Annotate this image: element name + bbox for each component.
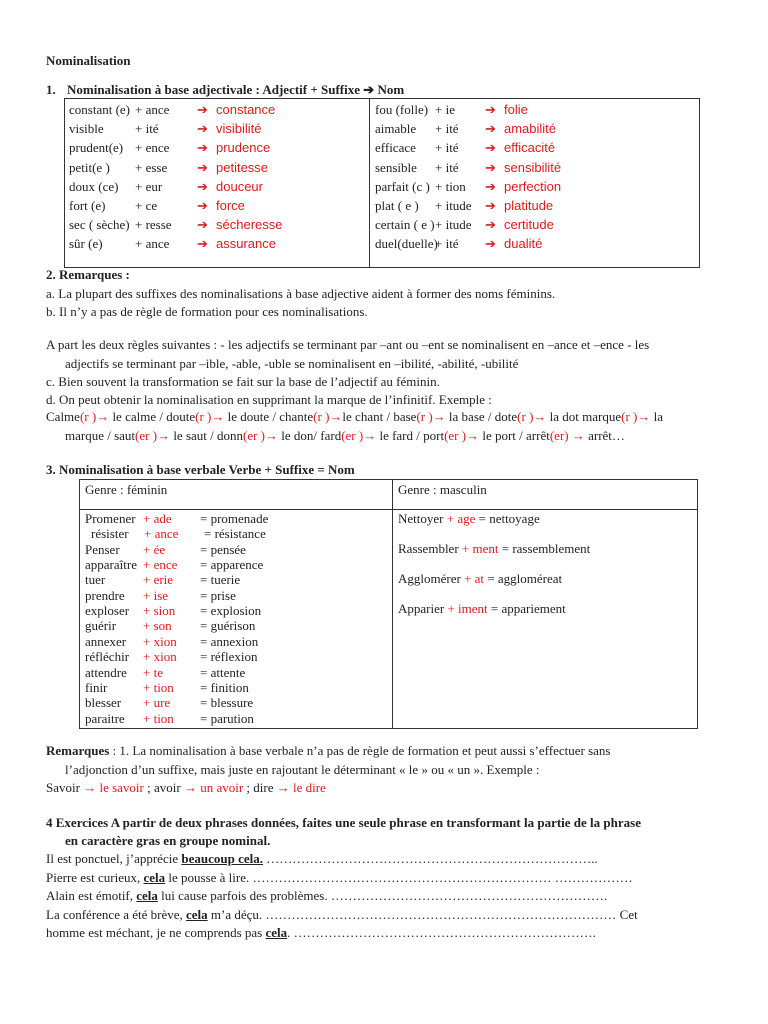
arrow-icon: ➔ (197, 159, 208, 175)
suffix: + ité (435, 159, 459, 175)
verb: apparaître (85, 557, 137, 573)
noun: efficacité (504, 140, 556, 156)
infinitive-marker: → (637, 409, 651, 424)
table-divider (392, 480, 393, 728)
remarques-line-1 (46, 743, 610, 759)
arrow-icon: ➔ (485, 140, 496, 156)
remark-rules-2: adjectifs se terminant par –ible, -able, -uble se nominalisent en –ibilité, -abilité, -ubilité (65, 356, 519, 371)
section4-heading-1: 4 Exercices A partir de deux phrases données, faites une seule phrase en transformant la partie de la phrase (46, 815, 641, 830)
suffix: + tion (143, 710, 174, 726)
remarques-line-2: l’adjonction d’un suffixe, mais juste en rajoutant le déterminant « le » ou « un ». Exemple : (65, 762, 540, 777)
noun: = rassemblement (501, 541, 591, 556)
adjective: fort (e) (69, 198, 106, 213)
section1-heading-end: Nom (377, 82, 405, 97)
noun: amabilité (504, 121, 557, 137)
suffix: + ade (143, 511, 172, 526)
suffix: + ence (135, 140, 170, 156)
suffix: + itude (435, 217, 472, 233)
suffix: + ée (143, 541, 166, 557)
example-word: le chant / base (342, 409, 417, 424)
verb: finir (85, 679, 108, 695)
suffix: + resse (135, 217, 172, 233)
section1-heading (46, 82, 404, 98)
infinitive-example-line-2 (65, 428, 625, 444)
adjective: sûr (e) (69, 236, 103, 252)
arrow-icon: ➔ (485, 236, 496, 252)
exercise-bold-part: cela (136, 888, 158, 903)
arrow-icon: ➔ (485, 102, 496, 117)
noun: douceur (216, 178, 263, 194)
verb: attendre (85, 664, 127, 680)
section3-heading: 3. Nominalisation à base verbale Verbe + Suffixe = Nom (46, 462, 355, 477)
example-word: arrêt… (588, 428, 625, 443)
verb: Apparier (398, 601, 445, 616)
heading-arrow-icon: ➔ (363, 82, 375, 97)
suffix: + ure (143, 695, 171, 711)
exercise-text: homme est méchant, je ne comprends pas (46, 925, 266, 940)
verb: Promener (85, 511, 136, 526)
suffix: + ce (135, 198, 158, 213)
col-header-feminine: Genre : féminin (85, 482, 168, 497)
suffix: + tion (143, 679, 174, 695)
col-header-masculine: Genre : masculin (398, 482, 487, 497)
noun: = prise (200, 587, 236, 603)
exercise-bold-part: cela (186, 907, 208, 922)
noun: = pensée (200, 541, 246, 557)
verb-row (398, 601, 566, 616)
infinitive-marker: (r ) (416, 409, 433, 424)
suffix: + son (143, 618, 172, 634)
infinitive-marker: → (211, 409, 225, 424)
example-word: Savoir (46, 780, 84, 795)
answer-blank: ………………………………………………………………….. (262, 851, 598, 866)
suffix: + ance (135, 236, 170, 252)
answer-blank: m’a déçu. ……………………………………………………………………… Cet (207, 907, 638, 922)
adjective: aimable (375, 121, 417, 137)
adjective: prudent(e) (69, 140, 124, 156)
exercise-line-2 (46, 870, 633, 886)
noun: = explosion (200, 603, 262, 619)
adjective: doux (ce) (69, 178, 119, 194)
noun: = réflexion (200, 649, 258, 665)
adjective: sensible (375, 159, 417, 175)
verb: Rassembler (398, 541, 459, 556)
arrow-icon: ➔ (197, 198, 208, 213)
suffix: + iment (447, 601, 488, 616)
adjective: parfait (c ) (375, 178, 430, 194)
suffix: + ité (435, 140, 459, 156)
infinitive-marker: (er ) (341, 428, 364, 443)
exercise-bold-part: cela (265, 925, 288, 940)
exercise-bold-part: cela (143, 870, 166, 885)
example-word: le don/ fard (278, 428, 342, 443)
suffix: + ance (135, 102, 170, 117)
remark-c: c. Bien souvent la transformation se fait sur la base de l’adjectif au féminin. (46, 374, 440, 389)
infinitive-marker: (er ) (243, 428, 266, 443)
remark-d: d. On peut obtenir la nominalisation en supprimant la marque de l’infinitif. Exemple : (46, 392, 492, 407)
example-word: marque / saut (65, 428, 136, 443)
section2-heading: 2. Remarques : (46, 267, 130, 282)
verb: annexer (85, 633, 127, 649)
remarques-text: : 1. La nominalisation à base verbale n’a pas de règle de formation et peut aussi s’effectuer sans (109, 743, 611, 758)
adjective: efficace (375, 140, 416, 156)
infinitive-example-line-1 (46, 409, 663, 425)
noun: platitude (504, 198, 554, 213)
noun: = appariement (490, 601, 566, 616)
noun: = guérison (200, 618, 256, 634)
remarques-example (46, 780, 326, 796)
infinitive-marker: (er ) (444, 428, 467, 443)
answer-blank: le pousse à lire. …………………………………………………………… ……………… (165, 870, 633, 885)
remark-a: a. La plupart des suffixes des nominalisations à base adjective aident à former des noms féminins. (46, 286, 556, 301)
verb-row (398, 571, 562, 586)
verb-row (398, 511, 540, 526)
verb: Penser (85, 541, 120, 557)
exercise-text: Pierre est curieux, (46, 870, 144, 885)
noun: assurance (216, 236, 276, 252)
adjective: plat ( e ) (375, 198, 419, 213)
example-word: le saut / donn (170, 428, 243, 443)
table-header-divider (80, 509, 697, 510)
section1-number: 1. (46, 82, 56, 97)
adjective-table (64, 98, 700, 268)
verb: exploser (85, 603, 130, 619)
adjective: certain ( e ) (375, 217, 435, 233)
suffix: + ance (144, 526, 179, 542)
noun: = attente (200, 664, 246, 680)
example-word: ; dire (243, 780, 277, 795)
example-word: ; avoir (143, 780, 184, 795)
noun: dualité (504, 236, 543, 252)
remark-rules-1: A part les deux règles suivantes : - les adjectifs se terminant par –ant ou –ent se nominalisent en –ance et –ence - les (46, 337, 650, 352)
suffix: + tion (435, 178, 466, 194)
suffix: + xion (143, 649, 177, 665)
exercise-line-4 (46, 907, 638, 923)
adjective: sec ( sèche) (69, 217, 130, 233)
infinitive-marker: (r ) (517, 409, 534, 424)
arrow-icon: ➔ (197, 178, 208, 194)
example-word: le port / arrêt (479, 428, 550, 443)
adjective: fou (folle) (375, 102, 429, 117)
infinitive-marker: → (96, 409, 110, 424)
noun: perfection (504, 178, 562, 194)
arrow-icon: ➔ (197, 236, 208, 252)
infinitive-marker: → (363, 428, 377, 443)
infinitive-marker: (r ) (195, 409, 212, 424)
example-word: la base / dote (445, 409, 518, 424)
infinitive-marker: (r ) (313, 409, 330, 424)
infinitive-marker: (r ) (621, 409, 638, 424)
infinitive-marker: (r ) (79, 409, 97, 424)
noun: = apparence (200, 557, 264, 573)
exercise-bold-part: beaucoup cela. (181, 851, 263, 866)
verb-table (79, 479, 698, 729)
noun: folie (504, 102, 528, 117)
example-word: le calme / doute (109, 409, 196, 424)
infinitive-marker: → (265, 428, 279, 443)
suffix: + age (446, 511, 476, 526)
noun: = finition (200, 679, 249, 695)
table-divider (369, 99, 370, 267)
exercise-line-3 (46, 888, 607, 904)
infinitive-marker: → (568, 428, 589, 443)
suffix: + ie (435, 102, 455, 117)
verb: prendre (85, 587, 125, 603)
arrow-icon: ➔ (485, 159, 496, 175)
arrow-icon: ➔ (485, 217, 496, 233)
infinitive-marker: (er ) (135, 428, 158, 443)
exercise-line-1 (46, 851, 598, 867)
example-word: le fard / port (376, 428, 445, 443)
infinitive-marker: (er) (549, 428, 569, 443)
remarques-label: Remarques (46, 743, 110, 758)
noun: prudence (216, 140, 271, 156)
adjective: duel(duelle) (375, 236, 438, 252)
noun: = annexion (200, 633, 259, 649)
verb: Nettoyer (398, 511, 444, 526)
suffix: + eur (135, 178, 163, 194)
suffix: + sion (143, 603, 176, 619)
suffix: + ment (461, 541, 499, 556)
verb: réfléchir (85, 649, 130, 665)
noun: sensibilité (504, 159, 562, 175)
suffix: + ité (435, 121, 459, 137)
infinitive-marker: → (432, 409, 446, 424)
noun: sécheresse (216, 217, 283, 233)
arrow-icon: ➔ (197, 217, 208, 233)
infinitive-marker: → (533, 409, 547, 424)
exercise-text: La conférence a été brève, (46, 907, 187, 922)
arrow-icon: ➔ (485, 121, 496, 137)
exercise-text: Alain est émotif, (46, 888, 137, 903)
example-word: la (650, 409, 664, 424)
verb: guérir (85, 618, 117, 634)
example-result: → un avoir (183, 780, 244, 795)
noun: = promenade (200, 511, 269, 526)
noun: = blessure (200, 695, 254, 711)
suffix: + ence (143, 557, 178, 573)
arrow-icon: ➔ (485, 178, 496, 194)
suffix: + ise (143, 587, 169, 603)
answer-blank: . ……………………………………………………………. (287, 925, 596, 940)
arrow-icon: ➔ (197, 102, 208, 117)
suffix: + erie (143, 572, 174, 588)
suffix: + esse (135, 159, 168, 175)
suffix: + ité (435, 236, 459, 252)
verb: résister (91, 526, 129, 542)
noun: petitesse (216, 159, 269, 175)
noun: force (216, 198, 245, 213)
answer-blank: lui cause parfois des problèmes. ………………………………………………………. (157, 888, 608, 903)
section1-heading-text: Nominalisation à base adjectivale : Adjectif + Suffixe (67, 82, 361, 97)
infinitive-marker: → (466, 428, 480, 443)
suffix: + te (143, 664, 163, 680)
noun: = nettoyage (478, 511, 540, 526)
exercise-line-5 (46, 925, 596, 941)
suffix: + at (464, 571, 485, 586)
verb: tuer (85, 572, 106, 588)
adjective: petit(e ) (69, 159, 110, 175)
example-result: → le savoir (83, 780, 144, 795)
example-word: la dot marque (546, 409, 622, 424)
suffix: + itude (435, 198, 472, 213)
suffix: + ité (135, 121, 159, 137)
example-word: le doute / chante (224, 409, 314, 424)
infinitive-marker: → (329, 409, 343, 424)
arrow-icon: ➔ (485, 198, 496, 213)
example-word: Calme (46, 409, 80, 424)
page-title: Nominalisation (46, 53, 131, 68)
noun: = parution (200, 710, 254, 726)
exercise-text: Il est ponctuel, j’apprécie (46, 851, 182, 866)
verb: Agglomérer (398, 571, 461, 586)
section4-heading-2: en caractère gras en groupe nominal. (65, 833, 271, 848)
noun: constance (216, 102, 276, 117)
arrow-icon: ➔ (197, 121, 208, 137)
noun: = aggloméreat (487, 571, 563, 586)
arrow-icon: ➔ (197, 140, 208, 156)
noun: visibilité (216, 121, 262, 137)
noun: = résistance (204, 526, 266, 542)
verb: blesser (85, 695, 122, 711)
noun: = tuerie (200, 572, 241, 588)
adjective: constant (e) (69, 102, 131, 117)
remark-b: b. Il n’y a pas de règle de formation pour ces nominalisations. (46, 304, 368, 319)
noun: certitude (504, 217, 554, 233)
verb-row (398, 541, 590, 556)
infinitive-marker: → (157, 428, 171, 443)
example-result: → le dire (276, 780, 326, 795)
adjective: visible (69, 121, 104, 137)
suffix: + xion (143, 633, 177, 649)
verb: paraitre (85, 710, 125, 726)
